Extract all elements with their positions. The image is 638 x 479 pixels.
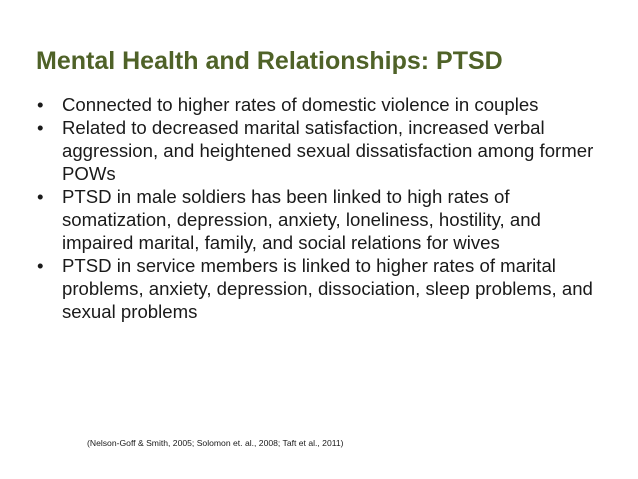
bullet-item <box>36 254 607 323</box>
bullet-dot: • <box>37 117 44 138</box>
bullet-text: PTSD in service members is linked to higher rates of marital problems, anxiety, depression, dissociation, sleep problems, and sexual problems <box>62 255 593 322</box>
bullet-dot: • <box>37 255 44 276</box>
citation: (Nelson-Goff & Smith, 2005; Solomon et. al., 2008; Taft et al., 2011) <box>87 438 344 448</box>
bullet-text: PTSD in male soldiers has been linked to high rates of somatization, depression, anxiety, loneliness, hostility, and impaired marital, family, and social relations for wives <box>62 186 541 253</box>
bullet-item <box>36 116 632 185</box>
bullet-text: Related to decreased marital satisfaction, increased verbal aggression, and heightened sexual dissatisfaction among former POWs <box>62 117 594 184</box>
bullet-dot: • <box>37 94 44 115</box>
bullet-dot: • <box>37 186 44 207</box>
bullet-item <box>36 185 607 254</box>
slide-title: Mental Health and Relationships: PTSD <box>36 47 503 75</box>
bullet-list <box>36 93 616 323</box>
bullet-text: Connected to higher rates of domestic violence in couples <box>62 94 539 115</box>
bullet-item <box>36 93 572 116</box>
